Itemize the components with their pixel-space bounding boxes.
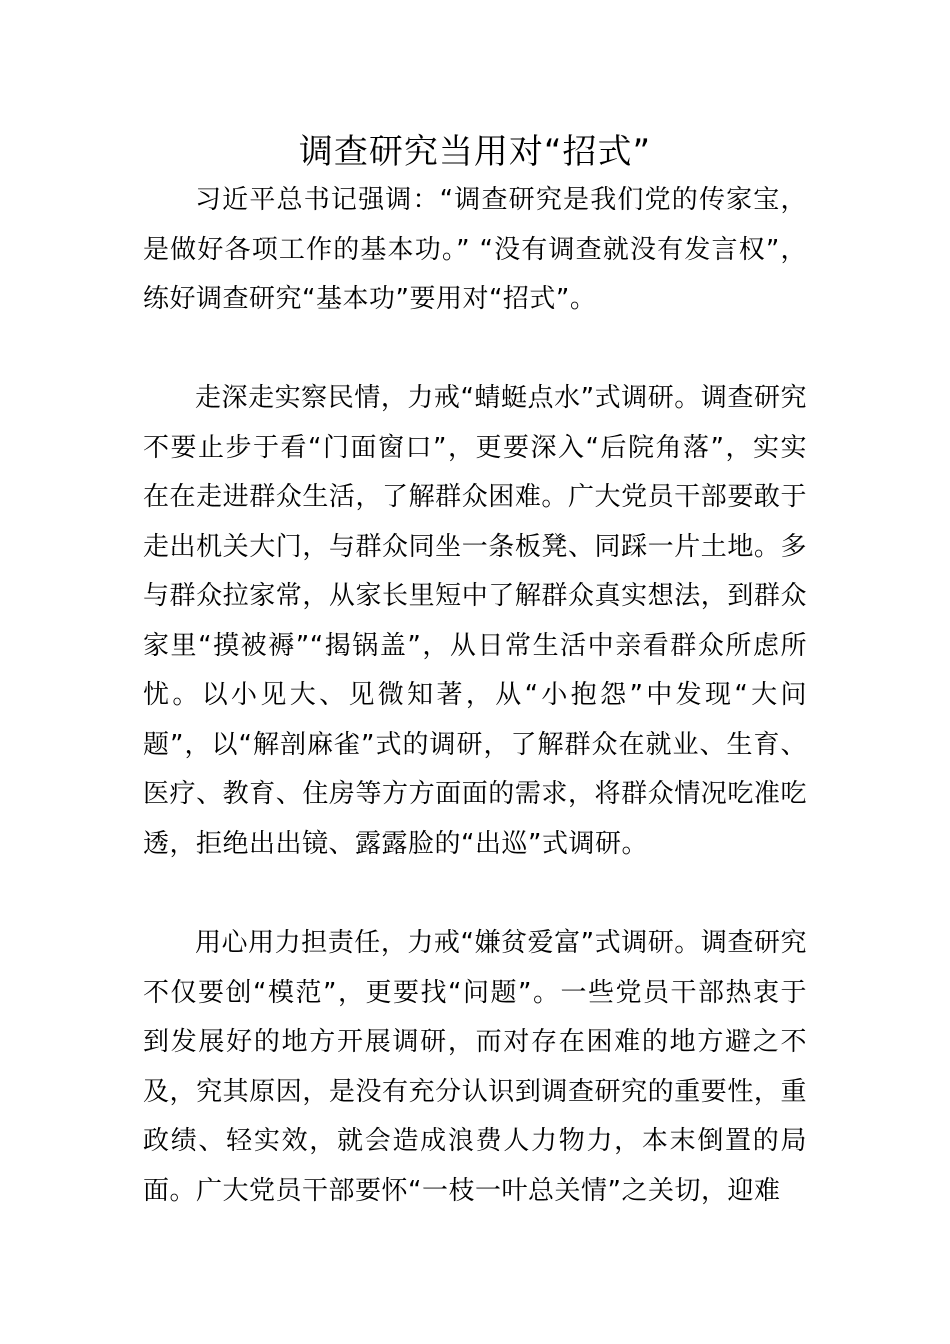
document-title: 调查研究当用对“招式” [298, 132, 652, 172]
paragraph-intro: 习近平总书记强调：“调查研究是我们党的传家宝，是做好各项工作的基本功。” “没有调查就没有发言权”，练好调查研究“基本功”要用对“招式”。 [143, 185, 807, 314]
paragraph-section-1: 走深走实察民情，力戒“蜻蜓点水”式调研。调查研究不要止步于看“门面窗口”，更要深入“后院角落”，实实在在走进群众生活，了解群众困难。广大党员干部要敢于走出机关大门，与群众同坐一条板凳、同踩一片土地。多与群众拉家常，从家长里短中了解群众真实想法，到群众家里“摸被褥”“揭锅盖”，从日常生活中亲看群众所虑所忧。以小见大、见微知著，从“小抱怨”中发现“大问题”，以“解剖麻雀”式的调研，了解群众在就业、生育、医疗、教育、住房等方方面面的需求，将群众情况吃准吃透，拒绝出出镜、露露脸的“出巡”式调研。 [143, 383, 807, 859]
paragraph-section-2: 用心用力担责任，力戒“嫌贫爱富”式调研。调查研究不仅要创“模范”，更要找“问题”。一些党员干部热衷于到发展好的地方开展调研，而对存在困难的地方避之不及，究其原因，是没有充分认识到调查研究的重要性，重政绩、轻实效，就会造成浪费人力物力，本末倒置的局面。广大党员干部要怀“一枝一叶总关情”之关切，迎难 [143, 928, 807, 1206]
